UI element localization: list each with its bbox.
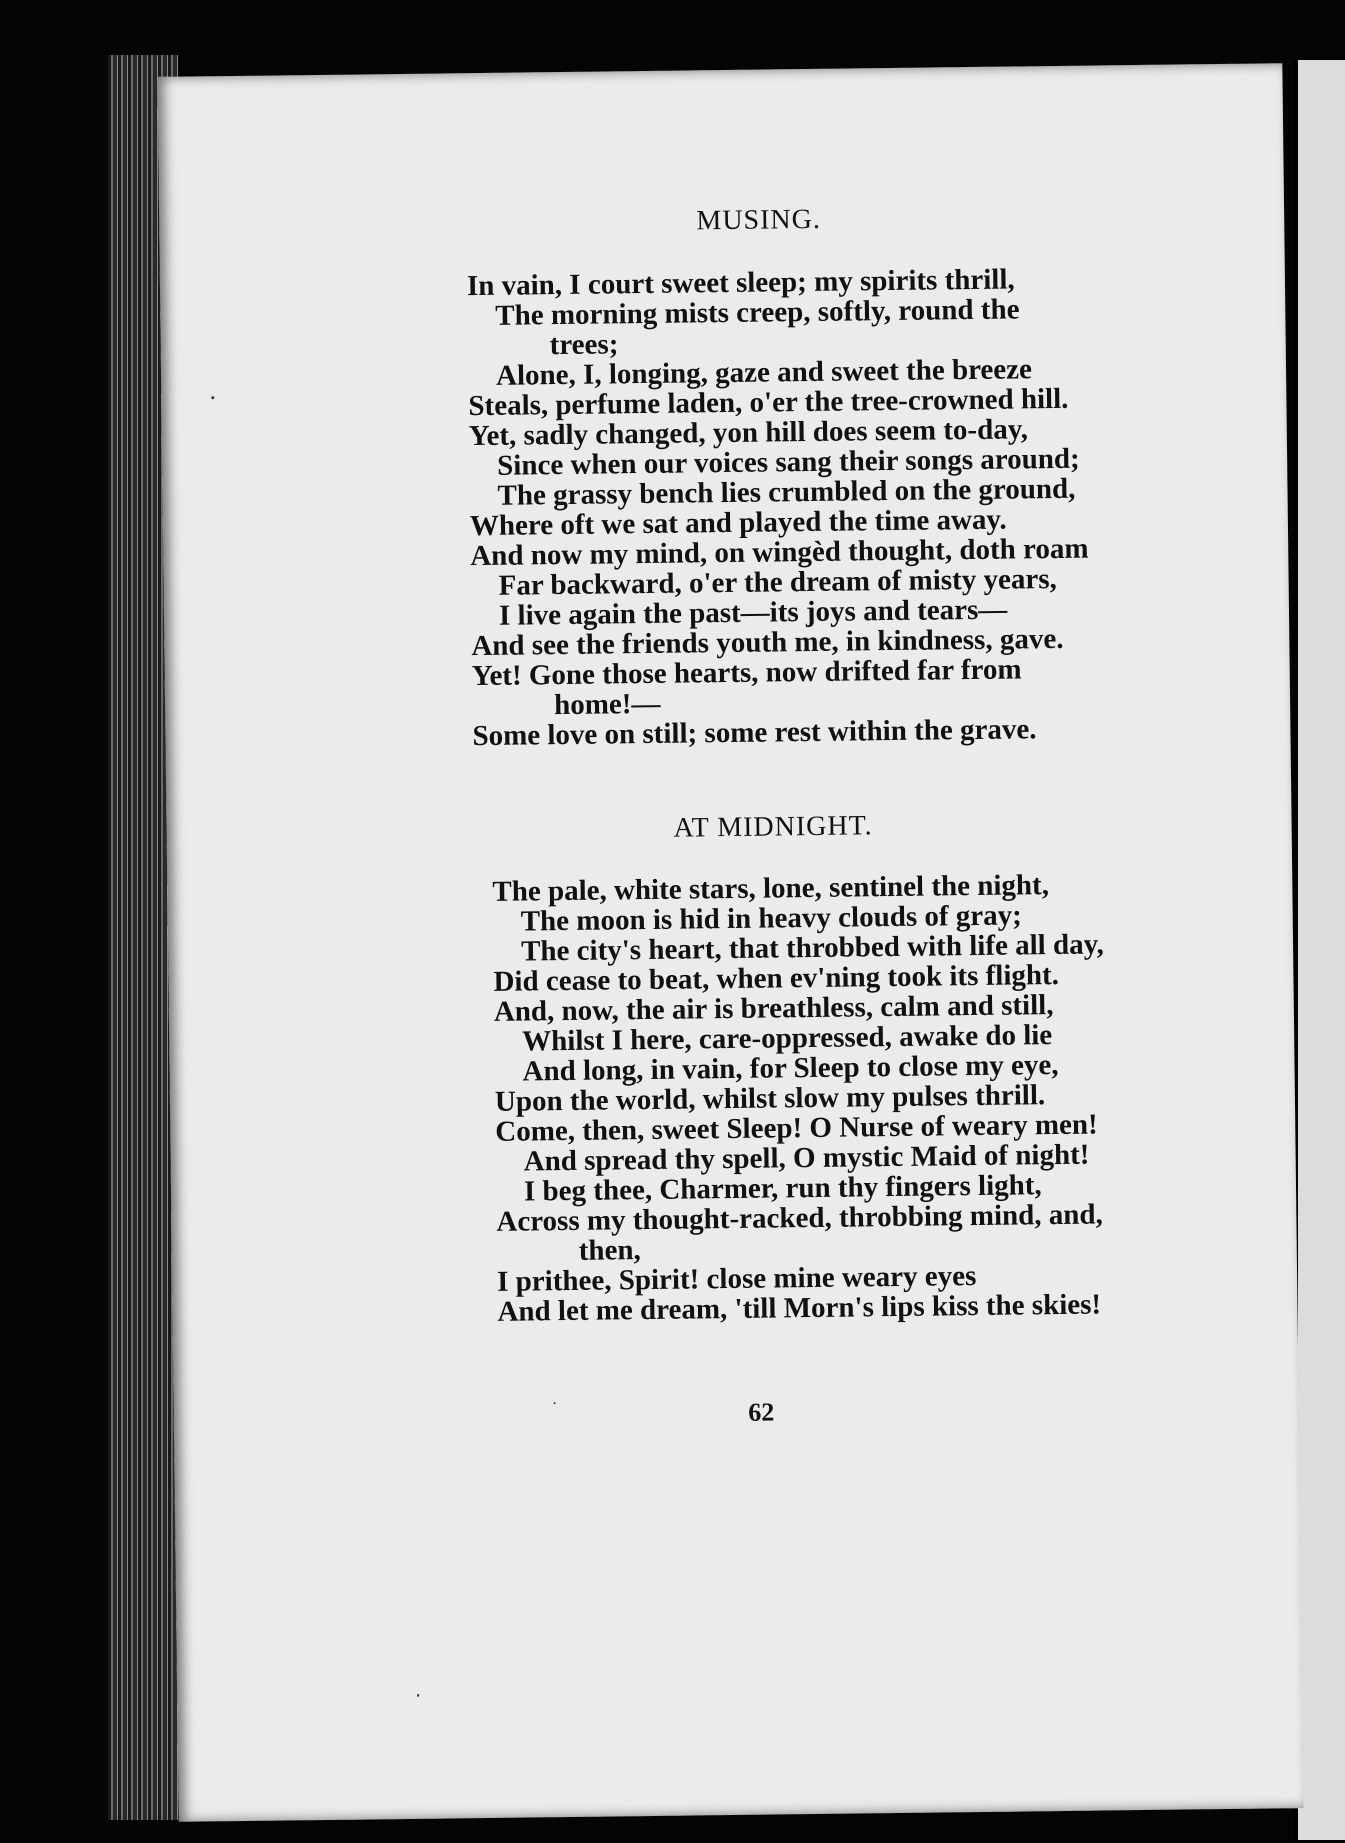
poem-line: I beg thee, Charmer, run thy fingers light, bbox=[523, 1169, 1042, 1208]
poem-line: And see the friends youth me, in kindness, gave. bbox=[471, 622, 1064, 663]
scan-speck bbox=[417, 1694, 419, 1697]
poem-line: Alone, I, longing, gaze and sweet the breeze bbox=[495, 353, 1033, 392]
poem-line: And, now, the air is breathless, calm and still, bbox=[493, 989, 1054, 1028]
poem-line: Yet, sadly changed, yon hill does seem to-day, bbox=[468, 413, 1029, 453]
poem-line: trees; bbox=[549, 328, 619, 362]
poem-line: The city's heart, that throbbed with life all day, bbox=[520, 928, 1104, 968]
poem-at-midnight-body bbox=[492, 869, 1177, 1327]
poem-line: The moon is hid in heavy clouds of gray; bbox=[520, 899, 1023, 938]
poem-line: home!— bbox=[553, 687, 661, 722]
poem-line: Some love on still; some rest within the grave. bbox=[472, 713, 1037, 753]
poem-line: Steals, perfume laden, o'er the tree-crowned hill. bbox=[468, 382, 1069, 423]
poem-line: Did cease to beat, when ev'ning took its flight. bbox=[493, 958, 1060, 998]
poem-line: The pale, white stars, lone, sentinel the night, bbox=[492, 869, 1050, 908]
poem-line: And now my mind, on wingèd thought, doth roam bbox=[470, 532, 1089, 573]
poem-title-musing: MUSING. bbox=[696, 203, 822, 237]
poem-line: I prithee, Spirit! close mine weary eyes bbox=[496, 1260, 977, 1298]
poem-line: And spread thy spell, O mystic Maid of night! bbox=[523, 1138, 1090, 1178]
poem-line: Whilst I here, care-oppressed, awake do lie bbox=[521, 1019, 1053, 1058]
poem-line: The grassy bench lies crumbled on the ground, bbox=[497, 472, 1076, 512]
poem-line: Come, then, sweet Sleep! O Nurse of weary men! bbox=[495, 1108, 1098, 1148]
poem-line: Across my thought-racked, throbbing mind, and, bbox=[496, 1198, 1103, 1238]
poem-line: Since when our voices sang their songs around; bbox=[496, 442, 1080, 482]
facing-page-edge bbox=[1298, 60, 1345, 1840]
scan-speck bbox=[211, 396, 214, 399]
poem-line: The morning mists creep, softly, round the bbox=[495, 293, 1020, 332]
scan-speck bbox=[554, 1402, 556, 1404]
poem-title-at-midnight: AT MIDNIGHT. bbox=[673, 810, 873, 844]
page-number: 62 bbox=[748, 1397, 775, 1427]
poem-line: Far backward, o'er the dream of misty years, bbox=[498, 562, 1057, 602]
poem-line: And let me dream, 'till Morn's lips kiss the skies! bbox=[497, 1288, 1102, 1328]
poem-line: Yet! Gone those hearts, now drifted far from bbox=[471, 653, 1022, 693]
book-page bbox=[157, 63, 1303, 1822]
poem-line: then, bbox=[578, 1234, 641, 1267]
poem-line: And long, in vain, for Sleep to close my eye, bbox=[522, 1049, 1059, 1088]
poem-line: Upon the world, whilst slow my pulses thrill. bbox=[494, 1079, 1046, 1118]
poem-line: In vain, I court sweet sleep; my spirits thrill, bbox=[466, 263, 1015, 303]
poem-line: I live again the past—its joys and tears— bbox=[498, 593, 1008, 632]
poem-line: Where oft we sat and played the time away. bbox=[469, 503, 1007, 543]
poem-musing-body bbox=[467, 263, 1153, 751]
